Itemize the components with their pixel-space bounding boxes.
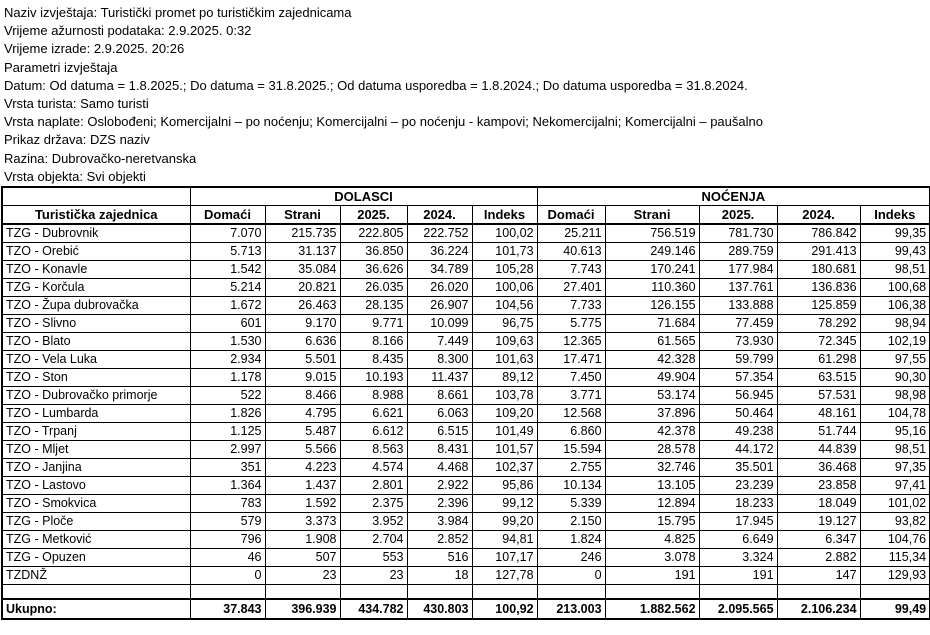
value-cell: 26.035 xyxy=(340,278,407,296)
value-cell: 8.466 xyxy=(265,386,340,404)
value-cell: 42.328 xyxy=(605,350,699,368)
value-cell: 137.761 xyxy=(699,278,777,296)
value-cell: 1.364 xyxy=(190,476,265,494)
value-cell: 289.759 xyxy=(699,242,777,260)
zone-name-cell: TZO - Ston xyxy=(2,368,190,386)
value-cell: 109,20 xyxy=(472,404,537,422)
table-row xyxy=(2,476,930,494)
value-cell: 78.292 xyxy=(777,314,860,332)
value-cell: 4.223 xyxy=(265,458,340,476)
value-cell: 1.672 xyxy=(190,296,265,314)
spacer-cell xyxy=(190,584,265,599)
report-meta-line: Prikaz država: DZS naziv xyxy=(4,132,150,148)
value-cell: 553 xyxy=(340,548,407,566)
value-cell: 32.746 xyxy=(605,458,699,476)
table-row xyxy=(2,458,930,476)
value-cell: 26.907 xyxy=(407,296,472,314)
value-cell: 4.468 xyxy=(407,458,472,476)
value-cell: 246 xyxy=(537,548,605,566)
value-cell: 1.908 xyxy=(265,530,340,548)
value-cell: 37.896 xyxy=(605,404,699,422)
value-cell: 2.704 xyxy=(340,530,407,548)
value-cell: 9.771 xyxy=(340,314,407,332)
value-cell: 129,93 xyxy=(860,566,930,584)
column-header-row xyxy=(2,206,930,225)
table-row xyxy=(2,566,930,584)
value-cell: 95,16 xyxy=(860,422,930,440)
value-cell: 8.166 xyxy=(340,332,407,350)
value-cell: 28.135 xyxy=(340,296,407,314)
report-meta-line: Naziv izvještaja: Turistički promet po turističkim zajednicama xyxy=(4,5,352,20)
value-cell: 5.775 xyxy=(537,314,605,332)
value-cell: 2.882 xyxy=(777,548,860,566)
value-cell: 8.988 xyxy=(340,386,407,404)
value-cell: 6.347 xyxy=(777,530,860,548)
value-cell: 7.450 xyxy=(537,368,605,386)
value-cell: 71.684 xyxy=(605,314,699,332)
spacer-cell xyxy=(537,584,605,599)
value-cell: 17.471 xyxy=(537,350,605,368)
value-cell: 249.146 xyxy=(605,242,699,260)
value-cell: 516 xyxy=(407,548,472,566)
value-cell: 103,78 xyxy=(472,386,537,404)
zone-name-cell: TZO - Konavle xyxy=(2,260,190,278)
table-row xyxy=(2,314,930,332)
value-cell: 110.360 xyxy=(605,278,699,296)
value-cell: 53.174 xyxy=(605,386,699,404)
value-cell: 77.459 xyxy=(699,314,777,332)
value-cell: 97,35 xyxy=(860,458,930,476)
table-foot xyxy=(2,584,930,619)
zone-name-cell: TZO - Slivno xyxy=(2,314,190,332)
total-value-cell: 213.003 xyxy=(537,599,605,619)
table-row xyxy=(2,512,930,530)
value-cell: 104,78 xyxy=(860,404,930,422)
value-cell: 601 xyxy=(190,314,265,332)
value-cell: 6.063 xyxy=(407,404,472,422)
value-cell: 97,55 xyxy=(860,350,930,368)
value-cell: 97,41 xyxy=(860,476,930,494)
column-header: Strani xyxy=(265,206,340,225)
zone-name-cell: TZDNŽ xyxy=(2,566,190,584)
value-cell: 191 xyxy=(605,566,699,584)
value-cell: 222.752 xyxy=(407,224,472,242)
total-value-cell: 396.939 xyxy=(265,599,340,619)
value-cell: 51.744 xyxy=(777,422,860,440)
value-cell: 102,19 xyxy=(860,332,930,350)
value-cell: 5.566 xyxy=(265,440,340,458)
value-cell: 6.621 xyxy=(340,404,407,422)
value-cell: 89,12 xyxy=(472,368,537,386)
table-row xyxy=(2,296,930,314)
value-cell: 99,12 xyxy=(472,494,537,512)
value-cell: 15.594 xyxy=(537,440,605,458)
spacer-cell xyxy=(472,584,537,599)
value-cell: 12.894 xyxy=(605,494,699,512)
column-header: 2024. xyxy=(777,206,860,225)
zone-name-cell: TZO - Lumbarda xyxy=(2,404,190,422)
value-cell: 5.339 xyxy=(537,494,605,512)
value-cell: 59.799 xyxy=(699,350,777,368)
value-cell: 17.945 xyxy=(699,512,777,530)
value-cell: 105,28 xyxy=(472,260,537,278)
value-cell: 9.170 xyxy=(265,314,340,332)
value-cell: 99,43 xyxy=(860,242,930,260)
value-cell: 786.842 xyxy=(777,224,860,242)
zone-name-cell: TZO - Lastovo xyxy=(2,476,190,494)
zone-name-cell: TZG - Korčula xyxy=(2,278,190,296)
value-cell: 61.565 xyxy=(605,332,699,350)
value-cell: 7.449 xyxy=(407,332,472,350)
value-cell: 99,20 xyxy=(472,512,537,530)
value-cell: 106,38 xyxy=(860,296,930,314)
spacer-cell xyxy=(407,584,472,599)
table-row xyxy=(2,332,930,350)
value-cell: 8.431 xyxy=(407,440,472,458)
column-header: 2024. xyxy=(407,206,472,225)
table-row xyxy=(2,242,930,260)
value-cell: 6.649 xyxy=(699,530,777,548)
value-cell: 107,17 xyxy=(472,548,537,566)
value-cell: 104,76 xyxy=(860,530,930,548)
value-cell: 90,30 xyxy=(860,368,930,386)
value-cell: 1.592 xyxy=(265,494,340,512)
value-cell: 101,02 xyxy=(860,494,930,512)
total-value-cell: 2.106.234 xyxy=(777,599,860,619)
value-cell: 96,75 xyxy=(472,314,537,332)
zone-name-cell: TZO - Vela Luka xyxy=(2,350,190,368)
total-value-cell: 2.095.565 xyxy=(699,599,777,619)
report-meta-line: Vrijeme ažurnosti podataka: 2.9.2025. 0:32 xyxy=(4,23,252,39)
value-cell: 3.078 xyxy=(605,548,699,566)
value-cell: 18 xyxy=(407,566,472,584)
value-cell: 15.795 xyxy=(605,512,699,530)
value-cell: 2.852 xyxy=(407,530,472,548)
value-cell: 1.530 xyxy=(190,332,265,350)
value-cell: 2.375 xyxy=(340,494,407,512)
spacer-cell xyxy=(605,584,699,599)
value-cell: 147 xyxy=(777,566,860,584)
value-cell: 5.713 xyxy=(190,242,265,260)
value-cell: 177.984 xyxy=(699,260,777,278)
column-header-zone: Turistička zajednica xyxy=(2,206,190,225)
column-header: Indeks xyxy=(860,206,930,225)
value-cell: 351 xyxy=(190,458,265,476)
zone-name-cell: TZO - Smokvica xyxy=(2,494,190,512)
zone-name-cell: TZO - Mljet xyxy=(2,440,190,458)
group-header-nocenja: NOĆENJA xyxy=(537,187,930,206)
value-cell: 783 xyxy=(190,494,265,512)
value-cell: 98,51 xyxy=(860,260,930,278)
value-cell: 3.771 xyxy=(537,386,605,404)
value-cell: 9.015 xyxy=(265,368,340,386)
value-cell: 0 xyxy=(537,566,605,584)
table-row xyxy=(2,224,930,242)
table-row xyxy=(2,440,930,458)
value-cell: 170.241 xyxy=(605,260,699,278)
spacer-cell xyxy=(265,584,340,599)
value-cell: 2.150 xyxy=(537,512,605,530)
group-header-row xyxy=(2,187,930,206)
value-cell: 72.345 xyxy=(777,332,860,350)
value-cell: 6.612 xyxy=(340,422,407,440)
value-cell: 100,68 xyxy=(860,278,930,296)
value-cell: 3.984 xyxy=(407,512,472,530)
value-cell: 98,98 xyxy=(860,386,930,404)
value-cell: 125.859 xyxy=(777,296,860,314)
column-header: Strani xyxy=(605,206,699,225)
value-cell: 23.239 xyxy=(699,476,777,494)
value-cell: 8.563 xyxy=(340,440,407,458)
table-row xyxy=(2,278,930,296)
value-cell: 0 xyxy=(190,566,265,584)
value-cell: 127,78 xyxy=(472,566,537,584)
value-cell: 56.945 xyxy=(699,386,777,404)
value-cell: 180.681 xyxy=(777,260,860,278)
report-meta-line: Parametri izvještaja xyxy=(4,59,118,75)
value-cell: 136.836 xyxy=(777,278,860,296)
value-cell: 2.934 xyxy=(190,350,265,368)
value-cell: 7.733 xyxy=(537,296,605,314)
value-cell: 46 xyxy=(190,548,265,566)
report-meta-line: Vrsta objekta: Svi objekti xyxy=(4,168,146,184)
value-cell: 101,57 xyxy=(472,440,537,458)
column-header: Indeks xyxy=(472,206,537,225)
value-cell: 1.178 xyxy=(190,368,265,386)
value-cell: 36.850 xyxy=(340,242,407,260)
total-value-cell: 99,49 xyxy=(860,599,930,619)
value-cell: 2.922 xyxy=(407,476,472,494)
value-cell: 1.437 xyxy=(265,476,340,494)
total-label-cell: Ukupno: xyxy=(2,599,190,619)
value-cell: 101,73 xyxy=(472,242,537,260)
value-cell: 48.161 xyxy=(777,404,860,422)
value-cell: 23 xyxy=(340,566,407,584)
value-cell: 18.049 xyxy=(777,494,860,512)
value-cell: 5.487 xyxy=(265,422,340,440)
value-cell: 44.172 xyxy=(699,440,777,458)
value-cell: 100,06 xyxy=(472,278,537,296)
value-cell: 6.860 xyxy=(537,422,605,440)
zone-name-cell: TZO - Dubrovačko primorje xyxy=(2,386,190,404)
spacer-row xyxy=(2,584,930,599)
table-row xyxy=(2,530,930,548)
table-row xyxy=(2,368,930,386)
value-cell: 1.542 xyxy=(190,260,265,278)
value-cell: 133.888 xyxy=(699,296,777,314)
value-cell: 19.127 xyxy=(777,512,860,530)
spacer-cell xyxy=(340,584,407,599)
value-cell: 1.826 xyxy=(190,404,265,422)
value-cell: 25.211 xyxy=(537,224,605,242)
value-cell: 2.755 xyxy=(537,458,605,476)
value-cell: 756.519 xyxy=(605,224,699,242)
total-value-cell: 1.882.562 xyxy=(605,599,699,619)
value-cell: 11.437 xyxy=(407,368,472,386)
value-cell: 31.137 xyxy=(265,242,340,260)
value-cell: 36.626 xyxy=(340,260,407,278)
value-cell: 26.020 xyxy=(407,278,472,296)
value-cell: 579 xyxy=(190,512,265,530)
value-cell: 191 xyxy=(699,566,777,584)
value-cell: 63.515 xyxy=(777,368,860,386)
value-cell: 10.193 xyxy=(340,368,407,386)
value-cell: 57.531 xyxy=(777,386,860,404)
total-value-cell: 100,92 xyxy=(472,599,537,619)
zone-name-cell: TZG - Metković xyxy=(2,530,190,548)
zone-name-cell: TZG - Ploče xyxy=(2,512,190,530)
value-cell: 35.501 xyxy=(699,458,777,476)
table-row xyxy=(2,422,930,440)
report-meta-line: Vrijeme izrade: 2.9.2025. 20:26 xyxy=(4,41,185,57)
value-cell: 1.125 xyxy=(190,422,265,440)
value-cell: 104,56 xyxy=(472,296,537,314)
value-cell: 73.930 xyxy=(699,332,777,350)
value-cell: 4.795 xyxy=(265,404,340,422)
column-header: 2025. xyxy=(340,206,407,225)
value-cell: 28.578 xyxy=(605,440,699,458)
value-cell: 99,35 xyxy=(860,224,930,242)
report-meta xyxy=(0,0,930,186)
spacer-cell xyxy=(2,584,190,599)
value-cell: 5.214 xyxy=(190,278,265,296)
table-body xyxy=(2,224,930,584)
value-cell: 3.373 xyxy=(265,512,340,530)
value-cell: 6.636 xyxy=(265,332,340,350)
group-header-dolasci: DOLASCI xyxy=(190,187,537,206)
value-cell: 27.401 xyxy=(537,278,605,296)
value-cell: 4.825 xyxy=(605,530,699,548)
value-cell: 101,49 xyxy=(472,422,537,440)
total-value-cell: 434.782 xyxy=(340,599,407,619)
report-meta-line: Vrsta turista: Samo turisti xyxy=(4,96,149,112)
value-cell: 781.730 xyxy=(699,224,777,242)
value-cell: 7.070 xyxy=(190,224,265,242)
value-cell: 102,37 xyxy=(472,458,537,476)
value-cell: 42.378 xyxy=(605,422,699,440)
report-meta-line: Vrsta naplate: Oslobođeni; Komercijalni – po noćenju; Komercijalni – po noćenju - kampovi; Nekomercijalni; Komercijalni – paušalno xyxy=(4,114,763,130)
group-header-blank xyxy=(2,187,190,206)
value-cell: 12.365 xyxy=(537,332,605,350)
table-row xyxy=(2,494,930,512)
table-row xyxy=(2,548,930,566)
value-cell: 44.839 xyxy=(777,440,860,458)
value-cell: 8.300 xyxy=(407,350,472,368)
zone-name-cell: TZO - Janjina xyxy=(2,458,190,476)
value-cell: 36.468 xyxy=(777,458,860,476)
value-cell: 10.099 xyxy=(407,314,472,332)
value-cell: 35.084 xyxy=(265,260,340,278)
total-row xyxy=(2,599,930,619)
spacer-cell xyxy=(699,584,777,599)
report-table xyxy=(1,186,930,620)
value-cell: 4.574 xyxy=(340,458,407,476)
zone-name-cell: TZG - Dubrovnik xyxy=(2,224,190,242)
value-cell: 57.354 xyxy=(699,368,777,386)
value-cell: 34.789 xyxy=(407,260,472,278)
value-cell: 49.904 xyxy=(605,368,699,386)
column-header: Domaći xyxy=(190,206,265,225)
value-cell: 126.155 xyxy=(605,296,699,314)
value-cell: 49.238 xyxy=(699,422,777,440)
value-cell: 23.858 xyxy=(777,476,860,494)
value-cell: 222.805 xyxy=(340,224,407,242)
value-cell: 94,81 xyxy=(472,530,537,548)
value-cell: 796 xyxy=(190,530,265,548)
total-value-cell: 430.803 xyxy=(407,599,472,619)
zone-name-cell: TZO - Trpanj xyxy=(2,422,190,440)
value-cell: 40.613 xyxy=(537,242,605,260)
value-cell: 20.821 xyxy=(265,278,340,296)
value-cell: 5.501 xyxy=(265,350,340,368)
value-cell: 26.463 xyxy=(265,296,340,314)
zone-name-cell: TZO - Župa dubrovačka xyxy=(2,296,190,314)
spacer-cell xyxy=(777,584,860,599)
value-cell: 3.324 xyxy=(699,548,777,566)
table-row xyxy=(2,350,930,368)
report-meta-line: Datum: Od datuma = 1.8.2025.; Do datuma = 31.8.2025.; Od datuma usporedba = 1.8.2024.; Do datuma usporedba = 31.8.2024. xyxy=(4,77,748,93)
value-cell: 101,63 xyxy=(472,350,537,368)
value-cell: 98,94 xyxy=(860,314,930,332)
value-cell: 507 xyxy=(265,548,340,566)
value-cell: 18.233 xyxy=(699,494,777,512)
value-cell: 98,51 xyxy=(860,440,930,458)
value-cell: 8.661 xyxy=(407,386,472,404)
value-cell: 6.515 xyxy=(407,422,472,440)
value-cell: 23 xyxy=(265,566,340,584)
value-cell: 2.801 xyxy=(340,476,407,494)
value-cell: 100,02 xyxy=(472,224,537,242)
value-cell: 7.743 xyxy=(537,260,605,278)
column-header: 2025. xyxy=(699,206,777,225)
value-cell: 215.735 xyxy=(265,224,340,242)
zone-name-cell: TZO - Blato xyxy=(2,332,190,350)
zone-name-cell: TZO - Orebić xyxy=(2,242,190,260)
value-cell: 1.824 xyxy=(537,530,605,548)
report-meta-line: Razina: Dubrovačko-neretvanska xyxy=(4,150,197,166)
value-cell: 61.298 xyxy=(777,350,860,368)
zone-name-cell: TZG - Opuzen xyxy=(2,548,190,566)
value-cell: 2.997 xyxy=(190,440,265,458)
table-row xyxy=(2,386,930,404)
total-value-cell: 37.843 xyxy=(190,599,265,619)
value-cell: 36.224 xyxy=(407,242,472,260)
value-cell: 115,34 xyxy=(860,548,930,566)
value-cell: 109,63 xyxy=(472,332,537,350)
value-cell: 2.396 xyxy=(407,494,472,512)
value-cell: 3.952 xyxy=(340,512,407,530)
value-cell: 13.105 xyxy=(605,476,699,494)
table-row xyxy=(2,260,930,278)
value-cell: 12.568 xyxy=(537,404,605,422)
value-cell: 522 xyxy=(190,386,265,404)
value-cell: 95,86 xyxy=(472,476,537,494)
value-cell: 291.413 xyxy=(777,242,860,260)
value-cell: 50.464 xyxy=(699,404,777,422)
table-row xyxy=(2,404,930,422)
spacer-cell xyxy=(860,584,930,599)
value-cell: 10.134 xyxy=(537,476,605,494)
column-header: Domaći xyxy=(537,206,605,225)
value-cell: 93,82 xyxy=(860,512,930,530)
value-cell: 8.435 xyxy=(340,350,407,368)
